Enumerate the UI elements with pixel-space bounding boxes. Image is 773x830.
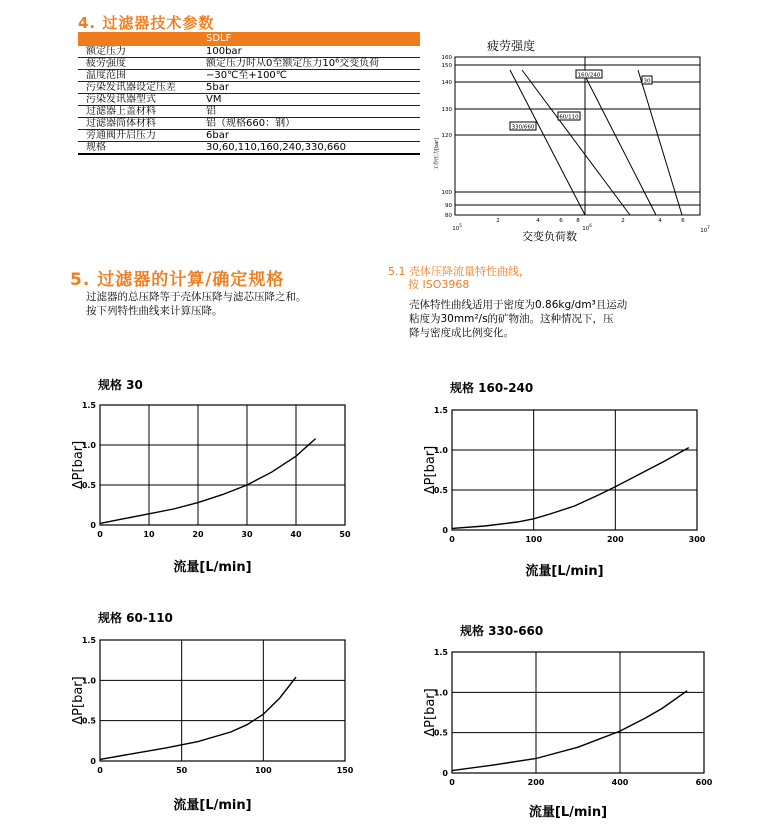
chart-x-tick: 0 — [97, 766, 103, 775]
fatigue-x-tick: 2 — [621, 218, 625, 224]
chart-y-label: ΔP[bar] — [423, 445, 438, 495]
spec-value: 6bar — [198, 129, 420, 141]
chart-y-tick: 0.5 — [81, 481, 96, 490]
chart-x-tick: 150 — [336, 766, 354, 775]
spec-key: 污染发讯器型式 — [78, 93, 198, 105]
chart-frame — [100, 405, 345, 525]
chart-y-tick: 0.5 — [433, 486, 448, 495]
chart-x-tick: 40 — [290, 530, 302, 539]
spec-value: 5bar — [198, 81, 420, 93]
chart-y-tick: 1.0 — [81, 441, 96, 450]
chart-y-tick: 0.5 — [433, 728, 448, 738]
chart-curve — [452, 691, 687, 771]
fatigue-label: 160/240 — [577, 72, 601, 79]
fatigue-x-tick: 4 — [658, 218, 662, 224]
chart-x-tick: 30 — [241, 530, 253, 539]
chart-x-tick: 200 — [606, 535, 624, 544]
section-4-title: 4. 过滤器技术参数 — [78, 14, 215, 32]
chart-curve — [452, 448, 689, 529]
fatigue-label: 60/110 — [559, 114, 579, 121]
chart-curve — [100, 677, 296, 759]
section-5-title: 5. 过滤器的计算/确定规格 — [70, 270, 285, 290]
chart-x-tick: 0 — [449, 778, 455, 787]
chart-x-tick: 400 — [611, 778, 629, 787]
fatigue-y-tick: 90 — [445, 203, 452, 209]
fatigue-y-tick: 140 — [441, 80, 452, 86]
description-line: 过滤器的总压降等于壳体压降与滤芯压降之和。 — [86, 291, 307, 303]
chart-x-label: 流量[L/min] — [528, 805, 608, 820]
chart-title: 规格 160-240 — [450, 381, 534, 395]
chart-x-label: 流量[L/min] — [173, 560, 252, 575]
chart-x-tick: 200 — [527, 778, 545, 787]
fatigue-y-tick: 80 — [445, 213, 452, 219]
title-line: 按 ISO3968 — [408, 278, 470, 291]
chart-y-tick: 1.0 — [81, 676, 96, 686]
pressure-drop-chart-160-240 — [410, 375, 717, 585]
pressure-drop-chart-330-660 — [410, 618, 724, 826]
fatigue-x-tick: 2 — [496, 218, 500, 224]
fatigue-chart-title: 疲劳强度 — [487, 39, 536, 53]
chart-x-tick: 100 — [525, 535, 543, 544]
spec-row — [78, 57, 420, 69]
chart-y-tick: 0 — [90, 757, 96, 766]
chart-frame — [100, 640, 345, 761]
fatigue-label: 330/660 — [511, 124, 535, 131]
description-line: 粘度为30mm²/s的矿物油。这种情况下，压 — [409, 313, 614, 325]
spec-key: 疲劳强度 — [78, 57, 198, 69]
chart-x-tick: 600 — [695, 778, 713, 787]
fatigue-y-label: 工作压力[bar] — [434, 137, 440, 170]
description-line: 壳体特性曲线适用于密度为0.86kg/dm³且运动 — [409, 299, 628, 311]
chart-title: 规格 60-110 — [98, 611, 173, 625]
fatigue-curve-60-110 — [522, 70, 630, 215]
chart-x-tick: 0 — [449, 535, 455, 544]
spec-row — [78, 117, 420, 129]
description-line: 按下列特性曲线来计算压降。 — [86, 305, 223, 317]
fatigue-x-decade: $10^5$ — [452, 223, 462, 232]
chart-x-tick: 100 — [254, 766, 272, 775]
fatigue-x-decade: $10^6$ — [582, 223, 592, 232]
spec-table-header — [78, 32, 420, 45]
pressure-drop-chart-30 — [68, 372, 365, 581]
chart-x-tick: 0 — [97, 530, 103, 539]
chart-x-label: 流量[L/min] — [173, 798, 252, 813]
title-line: 5.1 壳体压降流量特性曲线， — [388, 265, 530, 278]
spec-value: 铝 — [198, 105, 420, 117]
chart-y-tick: 1.0 — [433, 688, 448, 698]
chart-x-tick: 300 — [688, 535, 706, 544]
fatigue-y-tick: 160 — [441, 55, 452, 61]
fatigue-x-tick: 4 — [536, 218, 540, 224]
spec-key: 过滤器筒体材料 — [78, 117, 198, 129]
spec-table — [78, 32, 420, 155]
chart-x-tick: 50 — [339, 530, 351, 539]
fatigue-chart — [430, 52, 715, 232]
chart-x-tick: 50 — [176, 766, 188, 775]
spec-row — [78, 129, 420, 141]
fatigue-label: 30 — [643, 78, 651, 85]
spec-key: 规格 — [78, 141, 198, 154]
fatigue-x-tick: 6 — [681, 218, 685, 224]
chart-y-tick: 1.5 — [81, 636, 96, 645]
chart-y-tick: 0 — [442, 526, 448, 535]
spec-value: VM — [198, 93, 420, 105]
chart-x-label: 流量[L/min] — [525, 564, 604, 579]
fatigue-x-label: 交变负荷数 — [522, 230, 577, 243]
spec-key: 过滤器上盖材料 — [78, 105, 198, 117]
spec-value: −30℃至+100℃ — [198, 69, 420, 81]
chart-y-label: ΔP[bar] — [71, 440, 86, 490]
chart-y-tick: 1.5 — [433, 406, 448, 415]
spec-value: 30,60,110,160,240,330,660 — [198, 141, 420, 154]
spec-key: 额定压力 — [78, 45, 198, 57]
chart-y-tick: 1.5 — [433, 648, 448, 657]
fatigue-y-tick: 100 — [441, 190, 452, 196]
chart-x-tick: 10 — [143, 530, 155, 539]
spec-header-value: SDLF — [198, 32, 420, 45]
spec-key: 污染发讯器设定压差 — [78, 81, 198, 93]
chart-y-label: ΔP[bar] — [423, 688, 438, 737]
chart-title: 规格 30 — [98, 378, 143, 392]
pressure-drop-chart-60-110 — [68, 605, 365, 819]
spec-key: 旁通阀开启压力 — [78, 129, 198, 141]
spec-row — [78, 105, 420, 117]
fatigue-curve-330-660 — [510, 70, 585, 215]
spec-value: 额定压力时从0至额定压力10⁶交变负荷 — [198, 57, 420, 69]
section-5-description — [86, 290, 386, 318]
spec-row — [78, 141, 420, 154]
chart-y-tick: 0 — [90, 521, 96, 530]
spec-row — [78, 45, 420, 57]
chart-y-tick: 0.5 — [81, 716, 96, 726]
section-5-1-description — [409, 298, 699, 340]
section-5-1-title — [388, 265, 530, 291]
chart-y-tick: 1.5 — [81, 401, 96, 410]
fatigue-y-tick: 120 — [441, 133, 452, 139]
chart-y-tick: 0 — [442, 769, 448, 778]
chart-y-tick: 1.0 — [433, 446, 448, 455]
chart-frame — [452, 652, 704, 773]
spec-header-key — [78, 32, 198, 45]
chart-title: 规格 330-660 — [460, 624, 544, 638]
spec-value: 铝（规格660：钢） — [198, 117, 420, 129]
fatigue-x-tick: 8 — [576, 218, 580, 224]
chart-curve — [100, 439, 316, 524]
description-line: 降与密度成比例变化。 — [409, 327, 514, 339]
spec-key: 温度范围 — [78, 69, 198, 81]
chart-frame — [452, 410, 697, 530]
spec-row — [78, 81, 420, 93]
chart-y-label: ΔP[bar] — [71, 676, 86, 725]
fatigue-frame — [455, 57, 700, 215]
spec-row — [78, 93, 420, 105]
fatigue-x-decade: $10^7$ — [700, 225, 710, 232]
fatigue-y-tick: 130 — [441, 107, 452, 113]
spec-row — [78, 69, 420, 81]
fatigue-x-tick: 6 — [559, 218, 563, 224]
fatigue-y-tick: 150 — [441, 63, 452, 69]
spec-value: 100bar — [198, 45, 420, 57]
chart-x-tick: 20 — [192, 530, 204, 539]
